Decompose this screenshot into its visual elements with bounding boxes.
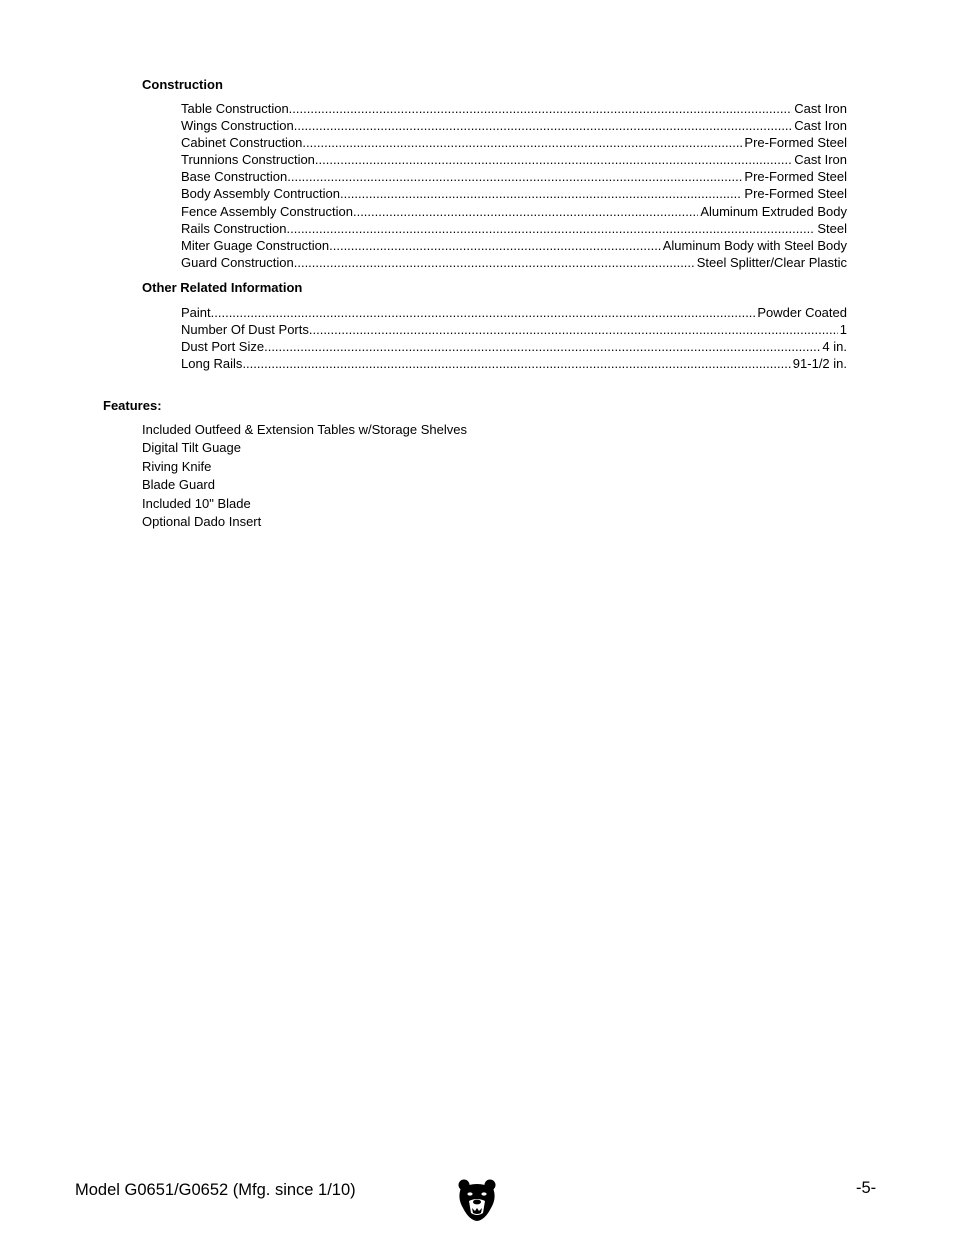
dot-leader <box>329 237 661 254</box>
dot-leader <box>309 321 838 338</box>
spec-label: Dust Port Size <box>181 339 265 355</box>
dot-leader <box>289 100 793 117</box>
construction-heading: Construction <box>142 77 223 92</box>
dot-leader <box>294 117 793 134</box>
spec-row <box>181 185 847 202</box>
spec-label: Trunnions Construction <box>181 152 315 168</box>
dot-leader <box>287 220 816 237</box>
spec-value: Pre-Formed Steel <box>744 135 847 151</box>
other-info-spec-list <box>181 304 847 372</box>
spec-label: Body Assembly Contruction <box>181 186 340 202</box>
spec-row <box>181 355 847 372</box>
grizzly-bear-head-icon <box>457 1178 497 1222</box>
spec-value: Steel Splitter/Clear Plastic <box>696 254 847 270</box>
spec-value: Powder Coated <box>757 305 847 320</box>
other-info-heading: Other Related Information <box>142 280 303 295</box>
feature-item: Blade Guard <box>142 477 215 493</box>
feature-item: Riving Knife <box>142 458 212 474</box>
feature-item: Included 10" Blade <box>142 495 251 511</box>
spec-label: Rails Construction <box>181 220 287 236</box>
dot-leader <box>315 151 792 168</box>
spec-label: Fence Assembly Construction <box>181 203 353 219</box>
dot-leader <box>211 304 756 321</box>
spec-value: Cast Iron <box>794 152 847 168</box>
spec-label: Wings Construction <box>181 118 294 134</box>
spec-label: Long Rails <box>181 356 243 372</box>
spec-value: Steel <box>817 220 847 236</box>
spec-row <box>181 321 847 338</box>
spec-row <box>181 151 847 168</box>
feature-item: Digital Tilt Guage <box>142 440 241 456</box>
spec-value: Pre-Formed Steel <box>744 169 847 185</box>
spec-label: Cabinet Construction <box>181 135 303 151</box>
dot-leader <box>242 355 790 372</box>
spec-row <box>181 134 847 151</box>
spec-label: Guard Construction <box>181 254 294 270</box>
dot-leader <box>353 203 698 220</box>
dot-leader <box>302 134 742 151</box>
spec-row <box>181 338 847 355</box>
dot-leader <box>294 254 695 271</box>
spec-row <box>181 168 847 185</box>
spec-value: Pre-Formed Steel <box>744 186 847 202</box>
spec-value: Cast Iron <box>794 101 847 116</box>
spec-row <box>181 237 847 254</box>
spec-label: Base Construction <box>181 169 288 185</box>
construction-spec-list <box>181 100 847 271</box>
spec-value: Aluminum Body with Steel Body <box>662 237 847 253</box>
page-number: -5- <box>856 1179 877 1197</box>
features-heading: Features: <box>103 398 162 413</box>
spec-row <box>181 220 847 237</box>
dot-leader <box>287 168 742 185</box>
spec-label: Table Construction <box>181 101 289 116</box>
spec-label: Miter Guage Construction <box>181 237 330 253</box>
spec-value: Aluminum Extruded Body <box>700 203 847 219</box>
spec-value: 4 in. <box>822 339 847 355</box>
dot-leader <box>264 338 820 355</box>
dot-leader <box>340 185 742 202</box>
spec-row <box>181 117 847 134</box>
spec-label: Paint <box>181 305 211 320</box>
spec-value: 1 <box>839 322 847 338</box>
spec-row <box>181 100 847 117</box>
feature-item: Included Outfeed & Extension Tables w/Storage Shelves <box>142 422 467 437</box>
footer-model-text: Model G0651/G0652 (Mfg. since 1/10) <box>75 1181 356 1199</box>
spec-value: Cast Iron <box>794 118 847 134</box>
spec-row <box>181 254 847 271</box>
feature-item: Optional Dado Insert <box>142 513 262 529</box>
spec-value: 91-1/2 in. <box>792 356 847 372</box>
features-list <box>142 421 467 531</box>
spec-label: Number Of Dust Ports <box>181 322 309 338</box>
spec-row <box>181 203 847 220</box>
spec-row <box>181 304 847 321</box>
